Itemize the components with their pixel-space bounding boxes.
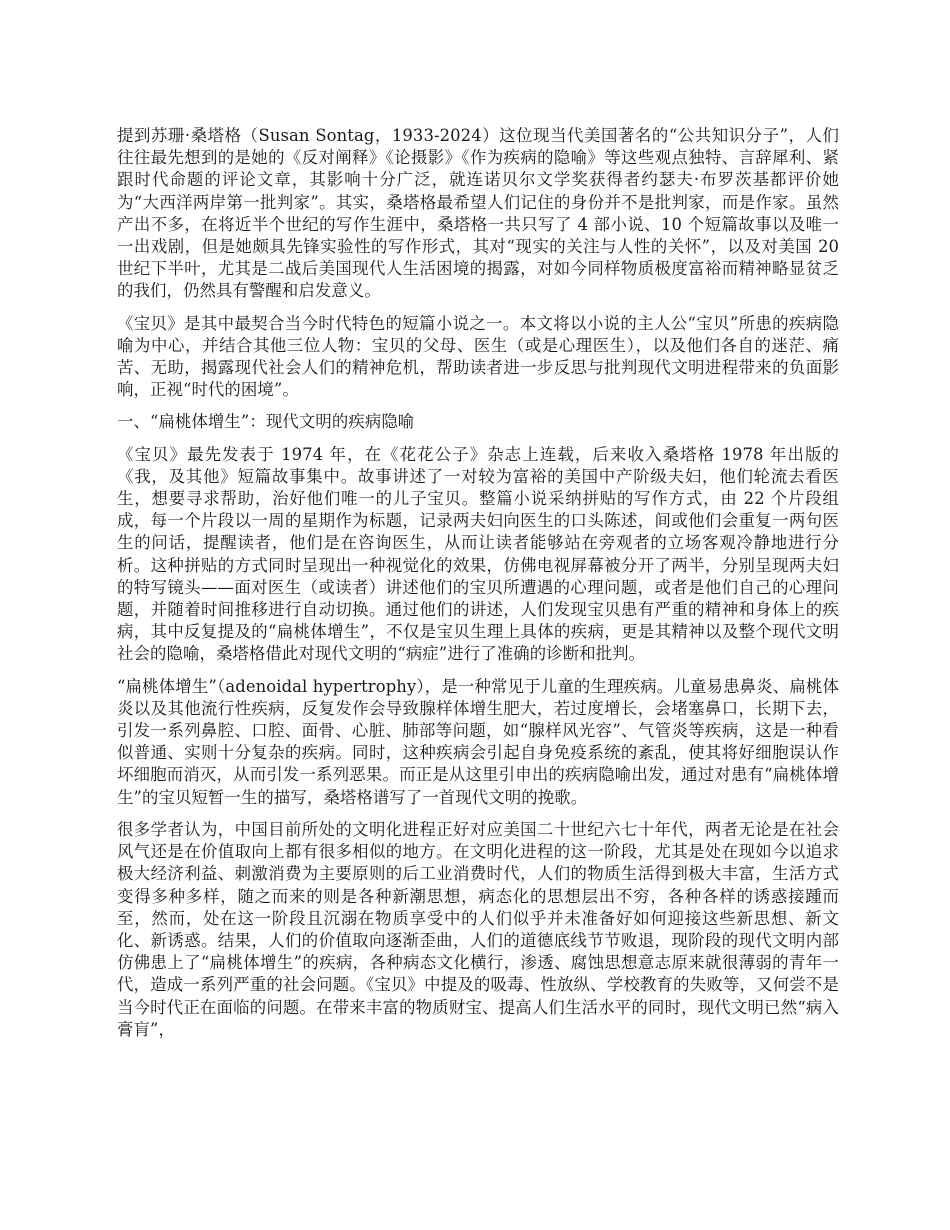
body-paragraph-3: 很多学者认为，中国目前所处的文明化进程正好对应美国二十世纪六七十年代，两者无论是在社会风气还是在价值取向上都有很多相似的地方。在文明化进程的这一阶段，尤其是处在现如今以追求极大经济利益、刺激消费为主要原则的后工业消费时代，人们的物质生活得到极大丰富，生活方式变得多种多样，随之而来的则是各种新潮思想，病态化的思想层出不穷，各种各样的诱惑接踵而至，然而，处在这一阶段且沉溺在物质享受中的人们似乎并未准备好如何迎接这些新思想、新文化、新诱惑。结果，人们的价值取向逐渐歪曲，人们的道德底线节节败退，现阶段的现代文明内部仿佛患上了“扁桃体增生”的疾病，各种病态文化横行，渗透、腐蚀思想意志原来就很薄弱的青年一代，造成一系列严重的社会问题。《宝贝》中提及的吸毒、性放纵、学校教育的失败等，又何尝不是当今时代正在面临的问题。在带来丰富的物质财宝、提高人们生活水平的同时，现代文明已然“病入膏肓”，: [117, 819, 839, 1039]
intro-paragraph-1: 提到苏珊·桑塔格（Susan Sontag，1933-2024）这位现当代美国著名的“公共知识分子”，人们往往最先想到的是她的《反对阐释》《论摄影》《作为疾病的隐喻》等这些观点独特、言辞犀利、紧跟时代命题的评论文章，其影响十分广泛，就连诺贝尔文学奖获得者约瑟夫·布罗茨基都评价她为“大西洋两岸第一批判家”。其实，桑塔格最希望人们记住的身份并不是批判家，而是作家。虽然产出不多，在将近半个世纪的写作生涯中，桑塔格一共只写了 4 部小说、10 个短篇故事以及唯一一出戏剧，但是她颇具先锋实验性的写作形式，其对“现实的关注与人性的关怀”，以及对美国 20 世纪下半叶，尤其是二战后美国现代人生活困境的揭露，对如今同样物质极度富裕而精神略显贫乏的我们，仍然具有警醒和启发意义。: [117, 126, 839, 301]
section-heading: 一、“扁桃体增生”：现代文明的疾病隐喻: [117, 412, 415, 432]
body-paragraph-1: 《宝贝》最先发表于 1974 年，在《花花公子》杂志上连载，后来收入桑塔格 1978 年出版的《我，及其他》短篇故事集中。故事讲述了一对较为富裕的美国中产阶级夫妇，他们轮流去看医生，想要寻求帮助，治好他们唯一的儿子宝贝。整篇小说采纳拼贴的写作方式，由 22 个片段组成，每一个片段以一周的星期作为标题，记录两夫妇向医生的口头陈述，间或他们会重复一两句医生的问话，提醒读者，他们是在咨询医生，从而让读者能够站在旁观者的立场客观冷静地进行分析。这种拼贴的方式同时呈现出一种视觉化的效果，仿佛电视屏幕被分开了两半，分别呈现两夫妇的特写镜头——面对医生（或读者）讲述他们的宝贝所遭遇的心理问题，或者是他们自己的心理问题，并随着时间推移进行自动切换。通过他们的讲述，人们发现宝贝患有严重的精神和身体上的疾病，其中反复提及的“扁桃体增生”，不仅是宝贝生理上具体的疾病，更是其精神以及整个现代文明社会的隐喻，桑塔格借此对现代文明的“病症”进行了准确的诊断和批判。: [117, 444, 839, 664]
body-paragraph-2: “扁桃体增生”（adenoidal hypertrophy），是一种常见于儿童的生理疾病。儿童易患鼻炎、扁桃体炎以及其他流行性疾病，反复发作会导致腺样体增生肥大，若过度增长，会堵塞鼻口，长期下去，引发一系列鼻腔、口腔、面骨、心脏、肺部等问题，如“腺样风光容”、气管炎等疾病，这是一种看似普通、实则十分复杂的疾病。同时，这种疾病会引起自身免疫系统的紊乱，使其将好细胞误认作坏细胞而消灭，从而引发一系列恶果。而正是从这里引申出的疾病隐喻出发，通过对患有“扁桃体增生”的宝贝短暂一生的描写，桑塔格谱写了一首现代文明的挽歌。: [117, 676, 839, 807]
document-page: [117, 125, 839, 1051]
intro-paragraph-2: 《宝贝》是其中最契合当今时代特色的短篇小说之一。本文将以小说的主人公“宝贝”所患的疾病隐喻为中心，并结合其他三位人物：宝贝的父母、医生（或是心理医生），以及他们各自的迷茫、痛苦、无助，揭露现代社会人们的精神危机，帮助读者进一步反思与批判现代文明进程带来的负面影响，正视“时代的困境”。: [117, 313, 839, 400]
